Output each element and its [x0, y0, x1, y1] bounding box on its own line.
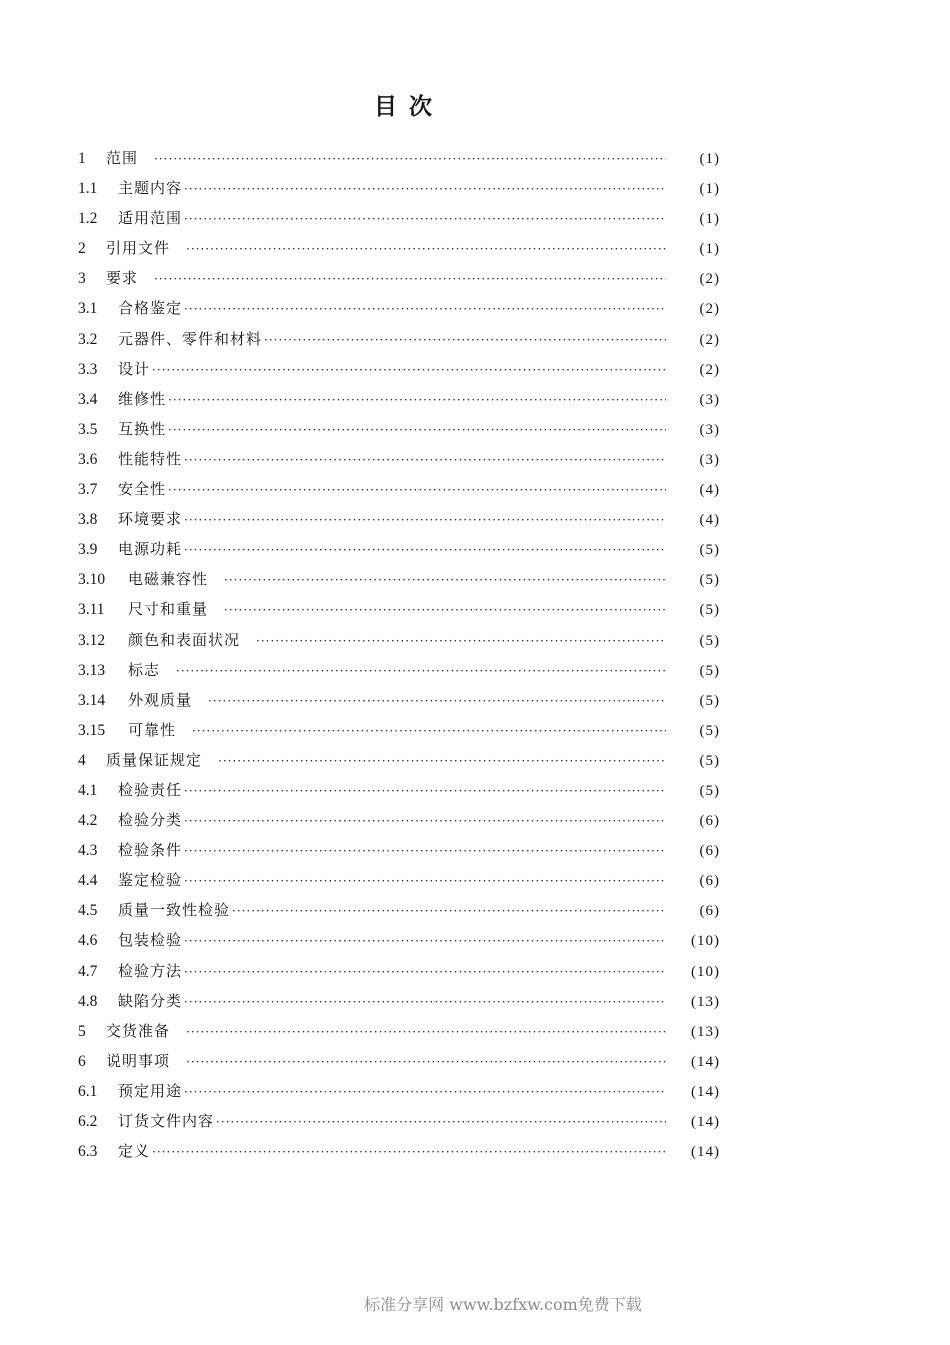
toc-entry[interactable]	[78, 474, 720, 504]
toc-entry-title: 互换性	[118, 419, 167, 438]
toc-entry-number: 3.6	[78, 450, 98, 468]
toc-leader-dots	[184, 836, 666, 866]
toc-entry-number: 3.14	[78, 691, 106, 709]
toc-entry[interactable]	[78, 685, 720, 715]
toc-entry-number: 3.8	[78, 511, 98, 529]
toc-entry-page: (5)	[699, 632, 720, 649]
toc-entry-title: 引用文件	[106, 239, 171, 258]
toc-entry-page: (3)	[699, 451, 720, 468]
toc-leader-dots	[184, 174, 666, 204]
toc-entry[interactable]	[78, 354, 720, 384]
toc-leader-dots	[184, 1077, 666, 1107]
toc-entry-number: 6.1	[78, 1082, 98, 1100]
toc-entry-title: 范围	[106, 149, 139, 167]
toc-entry-title: 检验分类	[118, 811, 183, 830]
toc-entry-title: 合格鉴定	[118, 299, 183, 318]
toc-entry-page: (1)	[699, 241, 720, 258]
toc-entry-number: 3.12	[78, 631, 106, 649]
toc-entry[interactable]	[78, 655, 720, 685]
toc-entry-title: 设计	[118, 359, 151, 378]
toc-entry-title: 颜色和表面状况	[128, 630, 241, 649]
toc-entry[interactable]	[78, 956, 720, 986]
toc-entry[interactable]	[78, 1046, 720, 1076]
toc-entry-number: 4.4	[78, 872, 98, 890]
toc-entry-title: 包装检验	[118, 931, 183, 950]
toc-leader-dots	[186, 1047, 666, 1077]
toc-leader-dots	[224, 565, 666, 595]
toc-leader-dots	[256, 626, 666, 656]
toc-entry-title: 定义	[118, 1142, 151, 1161]
toc-entry[interactable]	[78, 534, 720, 564]
toc-leader-dots	[184, 806, 666, 836]
toc-entry-title: 说明事项	[106, 1051, 171, 1070]
toc-leader-dots	[184, 445, 666, 475]
toc-leader-dots	[176, 656, 666, 686]
toc-entry[interactable]	[78, 865, 720, 895]
toc-leader-dots	[186, 234, 666, 264]
toc-leader-dots	[184, 294, 666, 324]
toc-entry[interactable]	[78, 293, 720, 323]
toc-entry-number: 3.3	[78, 360, 98, 378]
toc-entry-page: (2)	[699, 301, 720, 318]
toc-entry-title: 检验条件	[118, 841, 183, 860]
toc-entry-title: 订货文件内容	[118, 1112, 215, 1130]
toc-entry[interactable]	[78, 986, 720, 1016]
toc-entry-number: 6.3	[78, 1143, 98, 1161]
toc-entry-number: 2	[78, 240, 86, 258]
toc-entry-title: 交货准备	[106, 1021, 171, 1040]
toc-entry-number: 4.8	[78, 992, 98, 1010]
table-of-contents	[78, 143, 720, 1166]
toc-entry-title: 检验方法	[118, 961, 183, 980]
toc-entry[interactable]	[78, 263, 720, 293]
page-title: 目 次	[373, 94, 434, 120]
toc-leader-dots	[184, 776, 666, 806]
toc-entry-page: (10)	[691, 963, 720, 980]
toc-entry-title: 质量保证规定	[106, 750, 203, 769]
toc-leader-dots	[168, 385, 666, 415]
toc-entry-title: 质量一致性检验	[118, 901, 231, 920]
toc-entry-number: 3.10	[78, 571, 106, 589]
toc-entry-title: 要求	[106, 269, 139, 288]
toc-entry-page: (5)	[699, 572, 720, 589]
toc-leader-dots	[168, 415, 666, 445]
toc-entry-number: 4.2	[78, 812, 98, 830]
toc-entry-number: 4.3	[78, 842, 98, 860]
toc-leader-dots	[152, 1137, 666, 1167]
toc-leader-dots	[232, 896, 666, 926]
toc-entry-page: (10)	[691, 933, 720, 950]
toc-entry-title: 电磁兼容性	[128, 570, 209, 589]
toc-leader-dots	[184, 204, 666, 234]
toc-entry[interactable]	[78, 504, 720, 534]
toc-entry-page: (6)	[699, 873, 720, 890]
toc-entry-page: (5)	[699, 692, 720, 709]
toc-entry[interactable]	[78, 745, 720, 775]
toc-entry-number: 3.5	[78, 420, 98, 438]
toc-entry[interactable]	[78, 203, 720, 233]
toc-leader-dots	[184, 987, 666, 1017]
toc-entry[interactable]	[78, 143, 720, 173]
toc-entry-number: 4	[78, 751, 86, 769]
toc-entry[interactable]	[78, 1106, 720, 1136]
toc-entry-number: 3.15	[78, 721, 106, 739]
toc-entry[interactable]	[78, 444, 720, 474]
toc-entry-page: (13)	[691, 993, 720, 1010]
toc-entry-title: 检验责任	[118, 780, 183, 799]
toc-entry-title: 主题内容	[118, 179, 183, 198]
toc-entry-number: 3.4	[78, 390, 98, 408]
toc-entry-number: 1.2	[78, 210, 98, 228]
toc-entry-title: 适用范围	[118, 209, 183, 228]
toc-entry-number: 6.2	[78, 1113, 98, 1130]
toc-entry-page: (3)	[699, 391, 720, 408]
toc-entry-page: (2)	[699, 331, 720, 348]
toc-entry[interactable]	[78, 1076, 720, 1106]
toc-entry-title: 预定用途	[118, 1081, 183, 1100]
toc-entry[interactable]	[78, 564, 720, 594]
toc-entry-number: 3	[78, 270, 86, 288]
toc-leader-dots	[208, 686, 666, 716]
toc-entry[interactable]	[78, 1136, 720, 1166]
toc-entry-title: 元器件、零件和材料	[118, 329, 263, 348]
toc-entry[interactable]	[78, 715, 720, 745]
footer-watermark: 标准分享网 www.bzfxw.com免费下载	[364, 1295, 642, 1314]
toc-entry-title: 电源功耗	[118, 540, 183, 559]
toc-entry-title: 鉴定检验	[118, 871, 183, 890]
toc-entry-page: (4)	[699, 482, 720, 499]
toc-entry-title: 标志	[128, 660, 161, 679]
toc-entry-page: (6)	[699, 843, 720, 860]
toc-entry-title: 维修性	[118, 389, 167, 408]
toc-entry-number: 3.1	[78, 300, 98, 318]
toc-entry[interactable]	[78, 384, 720, 414]
toc-entry-number: 6	[78, 1052, 86, 1070]
toc-leader-dots	[184, 866, 666, 896]
toc-entry[interactable]	[78, 625, 720, 655]
toc-entry-page: (13)	[691, 1023, 720, 1040]
toc-entry-page: (5)	[699, 602, 720, 619]
toc-entry-page: (1)	[699, 181, 720, 198]
toc-entry-number: 1.1	[78, 180, 98, 198]
toc-entry-page: (3)	[699, 421, 720, 438]
toc-leader-dots	[192, 716, 666, 746]
toc-leader-dots	[218, 746, 666, 776]
toc-entry-page: (2)	[699, 271, 720, 288]
toc-entry-page: (14)	[691, 1083, 720, 1100]
toc-leader-dots	[152, 355, 666, 385]
toc-entry[interactable]	[78, 1016, 720, 1046]
toc-entry[interactable]	[78, 775, 720, 805]
toc-entry-number: 5	[78, 1022, 86, 1040]
toc-entry[interactable]	[78, 805, 720, 835]
toc-leader-dots	[184, 505, 666, 535]
toc-entry-number: 3.2	[78, 330, 98, 348]
toc-entry-title: 缺陷分类	[118, 991, 183, 1010]
toc-entry-title: 尺寸和重量	[128, 600, 209, 619]
toc-entry-page: (5)	[699, 722, 720, 739]
toc-entry[interactable]	[78, 594, 720, 624]
toc-leader-dots	[154, 144, 666, 174]
toc-entry-page: (5)	[699, 752, 720, 769]
toc-entry-page: (14)	[691, 1053, 720, 1070]
toc-leader-dots	[216, 1107, 666, 1137]
toc-entry-page: (2)	[699, 361, 720, 378]
toc-entry[interactable]	[78, 414, 720, 444]
toc-entry-page: (4)	[699, 512, 720, 529]
toc-entry-number: 4.5	[78, 902, 98, 920]
toc-entry-page: (6)	[699, 813, 720, 830]
toc-entry[interactable]	[78, 835, 720, 865]
toc-entry-number: 4.6	[78, 932, 98, 950]
toc-entry[interactable]	[78, 895, 720, 925]
toc-entry-number: 1	[78, 150, 86, 167]
toc-entry-number: 3.9	[78, 541, 98, 559]
toc-entry-title: 可靠性	[128, 720, 177, 739]
toc-entry-title: 环境要求	[118, 510, 183, 529]
toc-entry-page: (14)	[691, 1114, 720, 1130]
toc-entry[interactable]	[78, 324, 720, 354]
toc-entry-number: 3.13	[78, 661, 106, 679]
toc-entry[interactable]	[78, 173, 720, 203]
toc-leader-dots	[168, 475, 666, 505]
toc-leader-dots	[184, 535, 666, 565]
toc-entry-page: (1)	[699, 151, 720, 167]
toc-entry-page: (5)	[699, 782, 720, 799]
toc-entry[interactable]	[78, 233, 720, 263]
toc-entry[interactable]	[78, 925, 720, 955]
toc-leader-dots	[224, 595, 666, 625]
toc-leader-dots	[184, 926, 666, 956]
toc-entry-title: 性能特性	[118, 449, 183, 468]
toc-entry-page: (14)	[691, 1144, 720, 1161]
toc-entry-title: 外观质量	[128, 690, 193, 709]
toc-leader-dots	[186, 1017, 666, 1047]
toc-entry-number: 3.7	[78, 481, 98, 499]
toc-leader-dots	[184, 957, 666, 987]
toc-entry-page: (5)	[699, 542, 720, 559]
toc-entry-page: (6)	[699, 903, 720, 920]
toc-entry-number: 4.1	[78, 781, 98, 799]
toc-leader-dots	[154, 264, 666, 294]
toc-entry-title: 安全性	[118, 480, 167, 499]
toc-entry-page: (1)	[699, 211, 720, 228]
toc-entry-number: 4.7	[78, 962, 98, 980]
toc-entry-page: (5)	[699, 662, 720, 679]
toc-entry-number: 3.11	[78, 601, 105, 619]
toc-leader-dots	[264, 325, 666, 355]
